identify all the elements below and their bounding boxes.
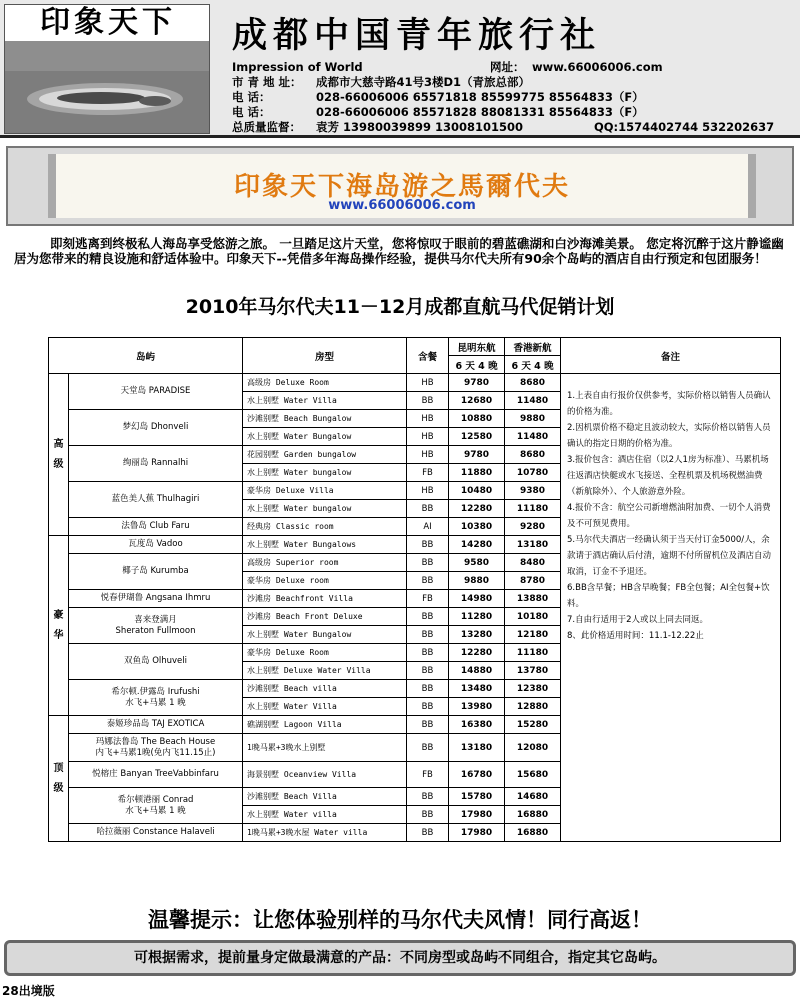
island-name: 泰姬珍品岛 TAJ EXOTICA — [69, 716, 243, 734]
price-hongkong: 11180 — [505, 644, 561, 662]
price-kunming: 15780 — [449, 788, 505, 806]
meal-plan: BB — [407, 554, 449, 572]
banner-url: www.66006006.com — [328, 198, 476, 213]
price-kunming: 17980 — [449, 806, 505, 824]
phone-value: 028-66006006 85571828 88081331 85564833（F） — [316, 105, 644, 119]
note-item: 1.上表自由行报价仅供参考，实际价格以销售人员确认的价格为准。 — [567, 391, 771, 417]
room-type: 水上别墅 Water Bungalow — [243, 626, 407, 644]
header-kunming: 昆明东航 — [449, 338, 505, 356]
warm-tip: 温馨提示：让您体验别样的马尔代夫风情！同行高返！ — [148, 907, 652, 932]
price-hongkong: 11480 — [505, 392, 561, 410]
meal-plan: BB — [407, 572, 449, 590]
price-hongkong: 12080 — [505, 734, 561, 762]
room-type: 水上别墅 Water villa — [243, 806, 407, 824]
room-type: 沙滩别墅 Beach villa — [243, 680, 407, 698]
meal-plan: BB — [407, 824, 449, 842]
intro-text — [14, 236, 790, 266]
room-type: 花园别墅 Garden bungalow — [243, 446, 407, 464]
price-kunming: 12680 — [449, 392, 505, 410]
table-row — [49, 374, 781, 392]
address-value: 成都市大慈寺路41号3楼D1（青旅总部） — [316, 75, 531, 89]
room-type: 沙滩别墅 Beach Villa — [243, 788, 407, 806]
price-hongkong: 9880 — [505, 410, 561, 428]
price-kunming: 9780 — [449, 446, 505, 464]
island-transfer: 内飞+马累1晚(免内飞11.15止) — [95, 747, 216, 758]
meal-plan: BB — [407, 698, 449, 716]
meal-plan: BB — [407, 806, 449, 824]
footer-bar: 可根据需求，提前量身定做最满意的产品：不同房型或岛屿不同组合，指定其它岛屿。 — [4, 940, 796, 976]
meal-plan: BB — [407, 626, 449, 644]
island-transfer: 水飞+马累 1 晚 — [125, 697, 186, 708]
price-kunming: 11280 — [449, 608, 505, 626]
room-type: 高级房 Deluxe Room — [243, 374, 407, 392]
header-notes: 备注 — [561, 338, 781, 374]
island-name-cn: 希尔顿港丽 Conrad — [117, 794, 194, 805]
price-kunming: 11880 — [449, 464, 505, 482]
meal-plan: HB — [407, 374, 449, 392]
header-duration: 6 天 4 晚 — [449, 356, 505, 374]
room-type: 水上别墅 Water bungalow — [243, 464, 407, 482]
room-type: 水上别墅 Water Bungalows — [243, 536, 407, 554]
note-item: 4.报价不含：航空公司新增燃油附加费、一切个人消费及不可预见费用。 — [567, 503, 771, 529]
note-item: 2.因机票价格不稳定且波动较大，实际价格以销售人员确认的指定日期的价格为准。 — [567, 423, 771, 449]
note-item: 8、此价格适用时间：11.1-12.22止 — [567, 631, 704, 641]
island-name: 绚丽岛 Rannalhi — [69, 446, 243, 482]
price-hongkong: 8680 — [505, 374, 561, 392]
room-type: 海景别墅 Oceanview Villa — [243, 762, 407, 788]
meal-plan: BB — [407, 734, 449, 762]
island-name: 椰子岛 Kurumba — [69, 554, 243, 590]
price-kunming: 9880 — [449, 572, 505, 590]
grade-label: 高级 — [49, 374, 69, 536]
island-name — [69, 734, 243, 762]
price-kunming: 13180 — [449, 734, 505, 762]
price-table — [48, 337, 781, 842]
price-hongkong: 9380 — [505, 482, 561, 500]
logo-title: 印象天下 — [5, 5, 210, 41]
room-type: 豪华房 Deluxe Room — [243, 644, 407, 662]
price-hongkong: 16880 — [505, 824, 561, 842]
header-room: 房型 — [243, 338, 407, 374]
phone-label: 电 话： — [232, 105, 271, 119]
meal-plan: BB — [407, 536, 449, 554]
price-kunming: 10880 — [449, 410, 505, 428]
island-name — [69, 608, 243, 644]
room-type: 豪华房 Deluxe Villa — [243, 482, 407, 500]
meal-plan: HB — [407, 482, 449, 500]
meal-plan: FB — [407, 590, 449, 608]
price-kunming: 13980 — [449, 698, 505, 716]
meal-plan: BB — [407, 662, 449, 680]
price-hongkong: 12380 — [505, 680, 561, 698]
island-name: 哈拉薇丽 Constance Halaveli — [69, 824, 243, 842]
promo-title: 2010年马尔代夫11－12月成都直航马代促销计划 — [185, 296, 615, 318]
price-kunming: 13280 — [449, 626, 505, 644]
island-name: 法鲁岛 Club Faru — [69, 518, 243, 536]
price-hongkong: 12180 — [505, 626, 561, 644]
meal-plan: BB — [407, 500, 449, 518]
note-item: 5.马尔代夫酒店一经确认须于当天付订金5000/人，余款请于酒店确认后付清，逾期不付所留机位及酒店自动取消，订金不予退还。 — [567, 535, 772, 577]
island-name: 天堂岛 PARADISE — [69, 374, 243, 410]
header — [0, 0, 800, 138]
phone-label: 电 话： — [232, 90, 271, 104]
meal-plan: FB — [407, 464, 449, 482]
note-item: 7.自由行适用于2人或以上同去同返。 — [567, 615, 709, 625]
island-name: 双鱼岛 Olhuveli — [69, 644, 243, 680]
price-kunming: 14980 — [449, 590, 505, 608]
price-kunming: 12280 — [449, 500, 505, 518]
room-type: 经典房 Classic room — [243, 518, 407, 536]
english-name: Impression of World — [232, 60, 363, 74]
room-type: 1晚马累+3晚水上别墅 — [243, 734, 407, 762]
agency-name: 成都中国青年旅行社 — [232, 15, 602, 56]
room-type: 沙滩别墅 Beach Bungalow — [243, 410, 407, 428]
price-hongkong: 8680 — [505, 446, 561, 464]
price-hongkong: 13180 — [505, 536, 561, 554]
room-type: 沙滩房 Beach Front Deluxe — [243, 608, 407, 626]
price-hongkong: 13880 — [505, 590, 561, 608]
island-name — [69, 788, 243, 824]
meal-plan: HB — [407, 428, 449, 446]
grade-label: 顶级 — [49, 716, 69, 842]
price-hongkong: 12880 — [505, 698, 561, 716]
price-kunming: 12580 — [449, 428, 505, 446]
price-hongkong: 10780 — [505, 464, 561, 482]
banner-title: 印象天下海岛游之馬爾代夫 — [233, 172, 570, 202]
meal-plan: BB — [407, 716, 449, 734]
logo — [4, 4, 210, 134]
island-name-cn: 喜来登满月 — [134, 614, 177, 625]
meal-plan: BB — [407, 680, 449, 698]
notes-cell — [561, 374, 781, 842]
island-transfer: 水飞+马累 1 晚 — [125, 805, 186, 816]
meal-plan: BB — [407, 644, 449, 662]
address-label: 市 青 地 址： — [232, 75, 302, 89]
price-kunming: 9580 — [449, 554, 505, 572]
island-aerial-image — [5, 41, 210, 134]
page-label: 28出境版 — [2, 984, 55, 998]
header-meal: 含餐 — [407, 338, 449, 374]
room-type: 水上别墅 Water bungalow — [243, 500, 407, 518]
island-name: 蓝色美人蕉 Thulhagiri — [69, 482, 243, 518]
table-header-row — [49, 338, 781, 356]
price-kunming: 9780 — [449, 374, 505, 392]
room-type: 水上别墅 Water Bungalow — [243, 428, 407, 446]
website-link[interactable]: www.66006006.com — [532, 60, 663, 74]
website-label: 网址： — [490, 60, 525, 74]
room-type: 豪华房 Deluxe room — [243, 572, 407, 590]
price-hongkong: 15680 — [505, 762, 561, 788]
room-type: 水上别墅 Water Villa — [243, 392, 407, 410]
price-kunming: 13480 — [449, 680, 505, 698]
price-hongkong: 11180 — [505, 500, 561, 518]
price-hongkong: 8780 — [505, 572, 561, 590]
phone-value: 028-66006006 65571818 85599775 85564833（F） — [316, 90, 644, 104]
meal-plan: AI — [407, 518, 449, 536]
price-hongkong: 10180 — [505, 608, 561, 626]
island-name — [69, 680, 243, 716]
intro-paragraph: 即刻逃离到终极私人海岛享受悠游之旅。 一旦踏足这片天堂，您将惊叹于眼前的碧蓝礁湖和白沙海滩美景。 您定将沉醉于这片静谧幽居为您带来的精良设施和舒适体验中。印象天下--凭借多年海岛操作经验，提供马尔代夫所有90余个岛屿的酒店自由行预定和包团服务！ — [14, 236, 784, 266]
note-item: 3.报价包含：酒店住宿（以2人1房为标准）、马累机场往返酒店快艇或水飞接送、全程机票及机场税燃油费（新航除外）、个人旅游意外险。 — [567, 455, 769, 497]
meal-plan: BB — [407, 608, 449, 626]
room-type: 1晚马累+3晚水屋 Water villa — [243, 824, 407, 842]
price-kunming: 17980 — [449, 824, 505, 842]
island-name: 梦幻岛 Dhonveli — [69, 410, 243, 446]
price-hongkong: 11480 — [505, 428, 561, 446]
header-island: 岛屿 — [49, 338, 243, 374]
price-kunming: 10480 — [449, 482, 505, 500]
price-hongkong: 9280 — [505, 518, 561, 536]
meal-plan: HB — [407, 410, 449, 428]
supervisor-label: 总质量监督： — [232, 120, 301, 134]
island-name: 悦榕庄 Banyan TreeVabbinfaru — [69, 762, 243, 788]
room-type: 水上别墅 Water Villa — [243, 698, 407, 716]
header-duration: 6 天 4 晚 — [505, 356, 561, 374]
grade-label: 豪华 — [49, 536, 69, 716]
meal-plan: FB — [407, 762, 449, 788]
island-name: 瓦度岛 Vadoo — [69, 536, 243, 554]
price-hongkong: 13780 — [505, 662, 561, 680]
note-item: 6.BB含早餐；HB含早晚餐；FB全包餐；AI全包餐+饮料。 — [567, 583, 770, 609]
island-name: 悦春伊瑚鲁 Angsana Ihmru — [69, 590, 243, 608]
price-kunming: 12280 — [449, 644, 505, 662]
price-kunming: 14280 — [449, 536, 505, 554]
room-type: 礁湖别墅 Lagoon Villa — [243, 716, 407, 734]
contact-info — [232, 60, 792, 135]
meal-plan: BB — [407, 788, 449, 806]
price-kunming: 16380 — [449, 716, 505, 734]
qq-value: QQ:1574402744 532202637 — [594, 120, 775, 134]
price-hongkong: 15280 — [505, 716, 561, 734]
price-kunming: 10380 — [449, 518, 505, 536]
meal-plan: HB — [407, 446, 449, 464]
price-hongkong: 14680 — [505, 788, 561, 806]
header-hongkong: 香港新航 — [505, 338, 561, 356]
island-name-cn: 希尔顿.伊露岛 Irufushi — [111, 686, 200, 697]
price-hongkong: 8480 — [505, 554, 561, 572]
price-hongkong: 16880 — [505, 806, 561, 824]
island-name-cn: 玛娜法鲁岛 The Beach House — [95, 736, 216, 747]
banner-scroll — [48, 154, 756, 218]
room-type: 水上别墅 Deluxe Water Villa — [243, 662, 407, 680]
price-kunming: 14880 — [449, 662, 505, 680]
room-type: 沙滩房 Beachfront Villa — [243, 590, 407, 608]
supervisor-value: 袁芳 13980039899 13008101500 — [316, 120, 524, 134]
banner — [6, 146, 794, 226]
island-name-en: Sheraton Fullmoon — [115, 625, 196, 636]
room-type: 高级房 Superior room — [243, 554, 407, 572]
price-kunming: 16780 — [449, 762, 505, 788]
meal-plan: BB — [407, 392, 449, 410]
